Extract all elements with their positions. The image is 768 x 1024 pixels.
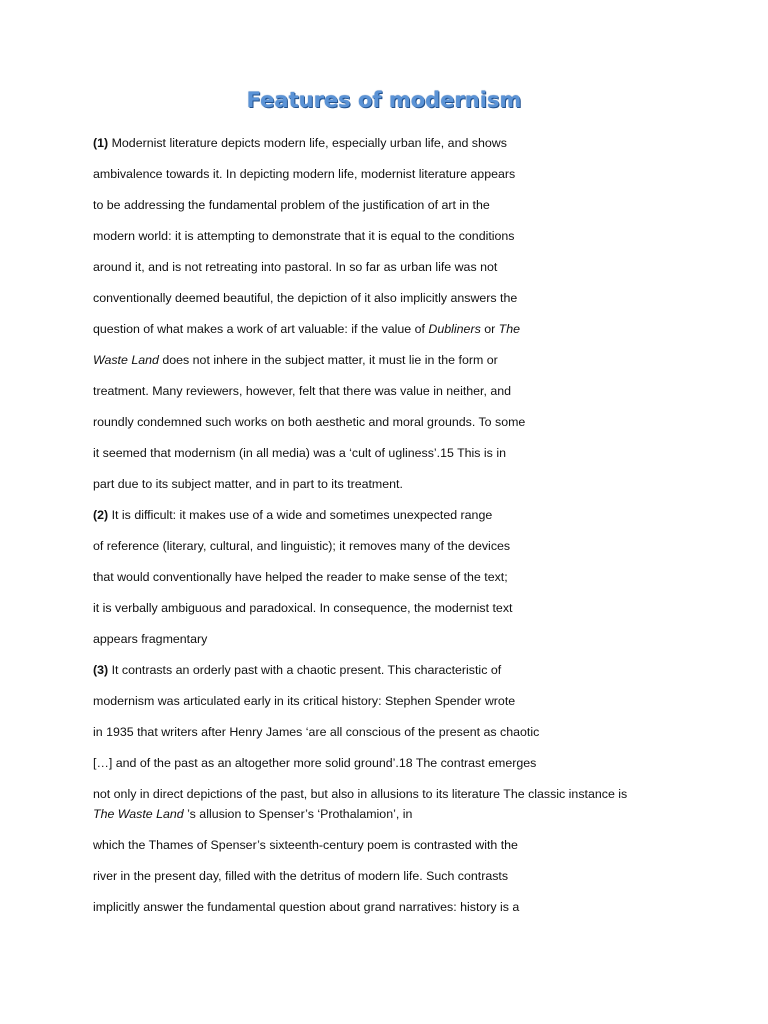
text-line: which the Thames of Spenser’s sixteenth-century poem is contrasted with the (93, 838, 518, 852)
italic-title: Waste Land (93, 353, 159, 367)
text-line: Waste Land does not inhere in the subject matter, it must lie in the form or (93, 353, 498, 367)
text-line: part due to its subject matter, and in part to its treatment. (93, 477, 403, 491)
text-line: in 1935 that writers after Henry James ‘are all conscious of the present as chaotic (93, 725, 540, 739)
text-line: (1) Modernist literature depicts modern life, especially urban life, and shows (93, 136, 507, 150)
text-line: it is verbally ambiguous and paradoxical. In consequence, the modernist text (93, 601, 513, 615)
point-number: (3) (93, 663, 109, 677)
text-line: of reference (literary, cultural, and linguistic); it removes many of the devices (93, 539, 511, 553)
text-line: river in the present day, filled with the detritus of modern life. Such contrasts (93, 869, 509, 883)
text-line: not only in direct depictions of the past, but also in allusions to its literature The classic instance is (93, 787, 628, 801)
text-line: implicitly answer the fundamental question about grand narratives: history is a (93, 900, 520, 914)
text-line: (2) It is difficult: it makes use of a wide and sometimes unexpected range (93, 508, 493, 522)
text-line: modern world: it is attempting to demonstrate that it is equal to the conditions (93, 229, 515, 243)
text-line: that would conventionally have helped the reader to make sense of the text; (93, 570, 508, 584)
italic-title: Dubliners (428, 322, 481, 336)
text-line: to be addressing the fundamental problem of the justification of art in the (93, 198, 490, 212)
text-line: treatment. Many reviewers, however, felt that there was value in neither, and (93, 384, 512, 398)
text-line: around it, and is not retreating into pastoral. In so far as urban life was not (93, 260, 498, 274)
page-title: Features of modernism (246, 88, 522, 112)
point-number: (2) (93, 508, 109, 522)
text-line: appears fragmentary (93, 632, 208, 646)
point-number: (1) (93, 136, 109, 150)
text-line: conventionally deemed beautiful, the depiction of it also implicitly answers the (93, 291, 518, 305)
text-line: The Waste Land ’s allusion to Spenser’s ‘Prothalamion’, in (93, 807, 413, 821)
text-line: roundly condemned such works on both aesthetic and moral grounds. To some (93, 415, 526, 429)
italic-title: The Waste Land (93, 807, 184, 821)
text-line: ambivalence towards it. In depicting modern life, modernist literature appears (93, 167, 516, 181)
text-line: (3) It contrasts an orderly past with a chaotic present. This characteristic of (93, 663, 502, 677)
document-body (93, 131, 693, 926)
text-line: question of what makes a work of art valuable: if the value of Dubliners or The (93, 322, 521, 336)
text-line: […] and of the past as an altogether more solid ground’.18 The contrast emerges (93, 756, 537, 770)
text-line: modernism was articulated early in its critical history: Stephen Spender wrote (93, 694, 516, 708)
text-line: it seemed that modernism (in all media) was a ‘cult of ugliness’.15 This is in (93, 446, 506, 460)
italic-title: The (498, 322, 521, 336)
